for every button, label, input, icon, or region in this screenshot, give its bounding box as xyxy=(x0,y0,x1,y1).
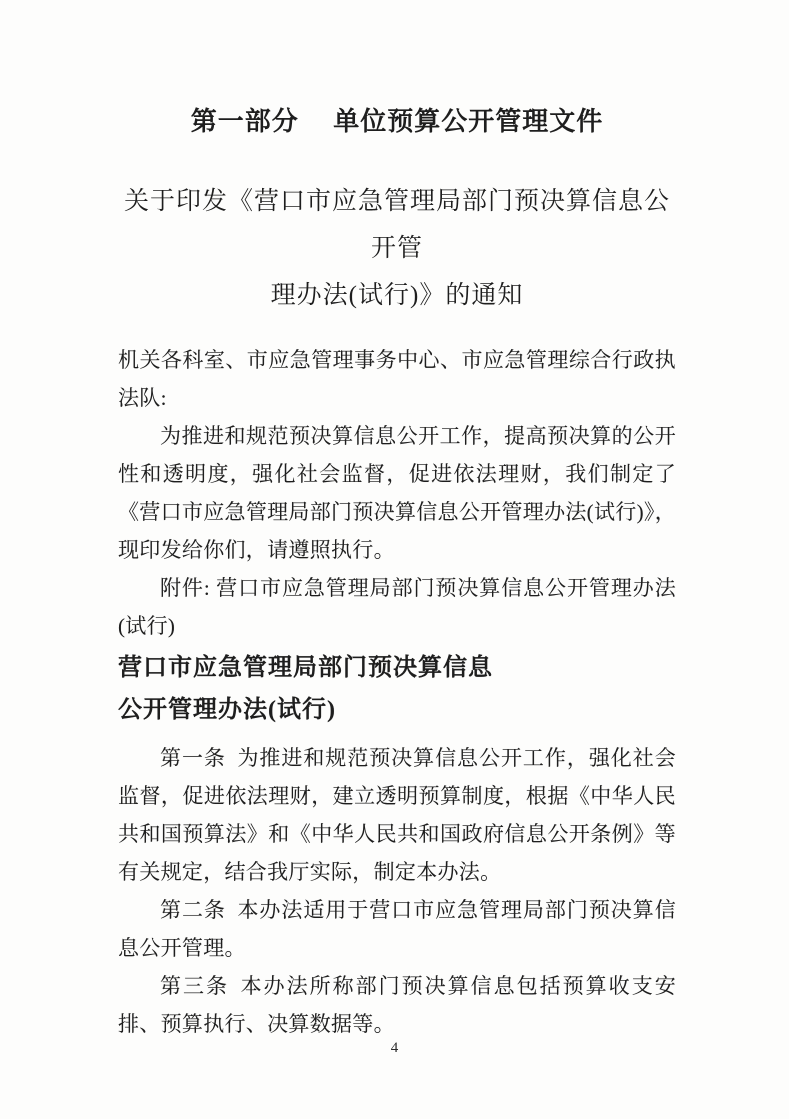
attachment-line: 附件: 营口市应急管理局部门预决算信息公开管理办法(试行) xyxy=(118,576,676,638)
article-1-label: 第一条 xyxy=(160,746,226,770)
attachment-heading xyxy=(118,647,676,731)
intro-paragraph: 为推进和规范预决算信息公开工作，提高预决算的公开性和透明度，强化社会监督，促进依法理财，我们制定了《营口市应急管理局部门预决算信息公开管理办法(试行)》，现印发给你们，请遵照执行。 xyxy=(118,424,676,562)
article-3 xyxy=(118,967,676,1043)
notice-title xyxy=(118,178,676,319)
section-title: 第一部分 单位预算公开管理文件 xyxy=(190,107,604,136)
article-2-label: 第二条 xyxy=(160,898,226,922)
article-1-text: 为推进和规范预决算信息公开工作，强化社会监督，促进依法理财，建立透明预算制度，根据《中华人民共和国预算法》和《中华人民共和国政府信息公开条例》等有关规定，结合我厅实际，制定本办法。 xyxy=(118,746,676,884)
document-content xyxy=(118,0,676,1043)
article-2-text: 本办法适用于营口市应急管理局部门预决算信息公开管理。 xyxy=(118,898,676,960)
attachment-heading-line-2: 公开管理办法(试行) xyxy=(118,697,336,723)
salutation: 机关各科室、市应急管理事务中心、市应急管理综合行政执法队: xyxy=(118,348,676,410)
article-3-label: 第三条 xyxy=(160,974,230,998)
article-2 xyxy=(118,891,676,967)
article-1 xyxy=(118,739,676,891)
page-number: 4 xyxy=(390,1040,399,1056)
notice-title-line-1: 关于印发《营口市应急管理局部门预决算信息公开管 xyxy=(123,188,670,262)
article-3-text: 本办法所称部门预决算信息包括预算收支安排、预算执行、决算数据等。 xyxy=(118,974,676,1036)
document-body xyxy=(118,341,676,1043)
attachment-heading-line-1: 营口市应急管理局部门预决算信息 xyxy=(118,655,493,681)
notice-title-line-2: 理办法(试行)》的通知 xyxy=(270,282,524,309)
